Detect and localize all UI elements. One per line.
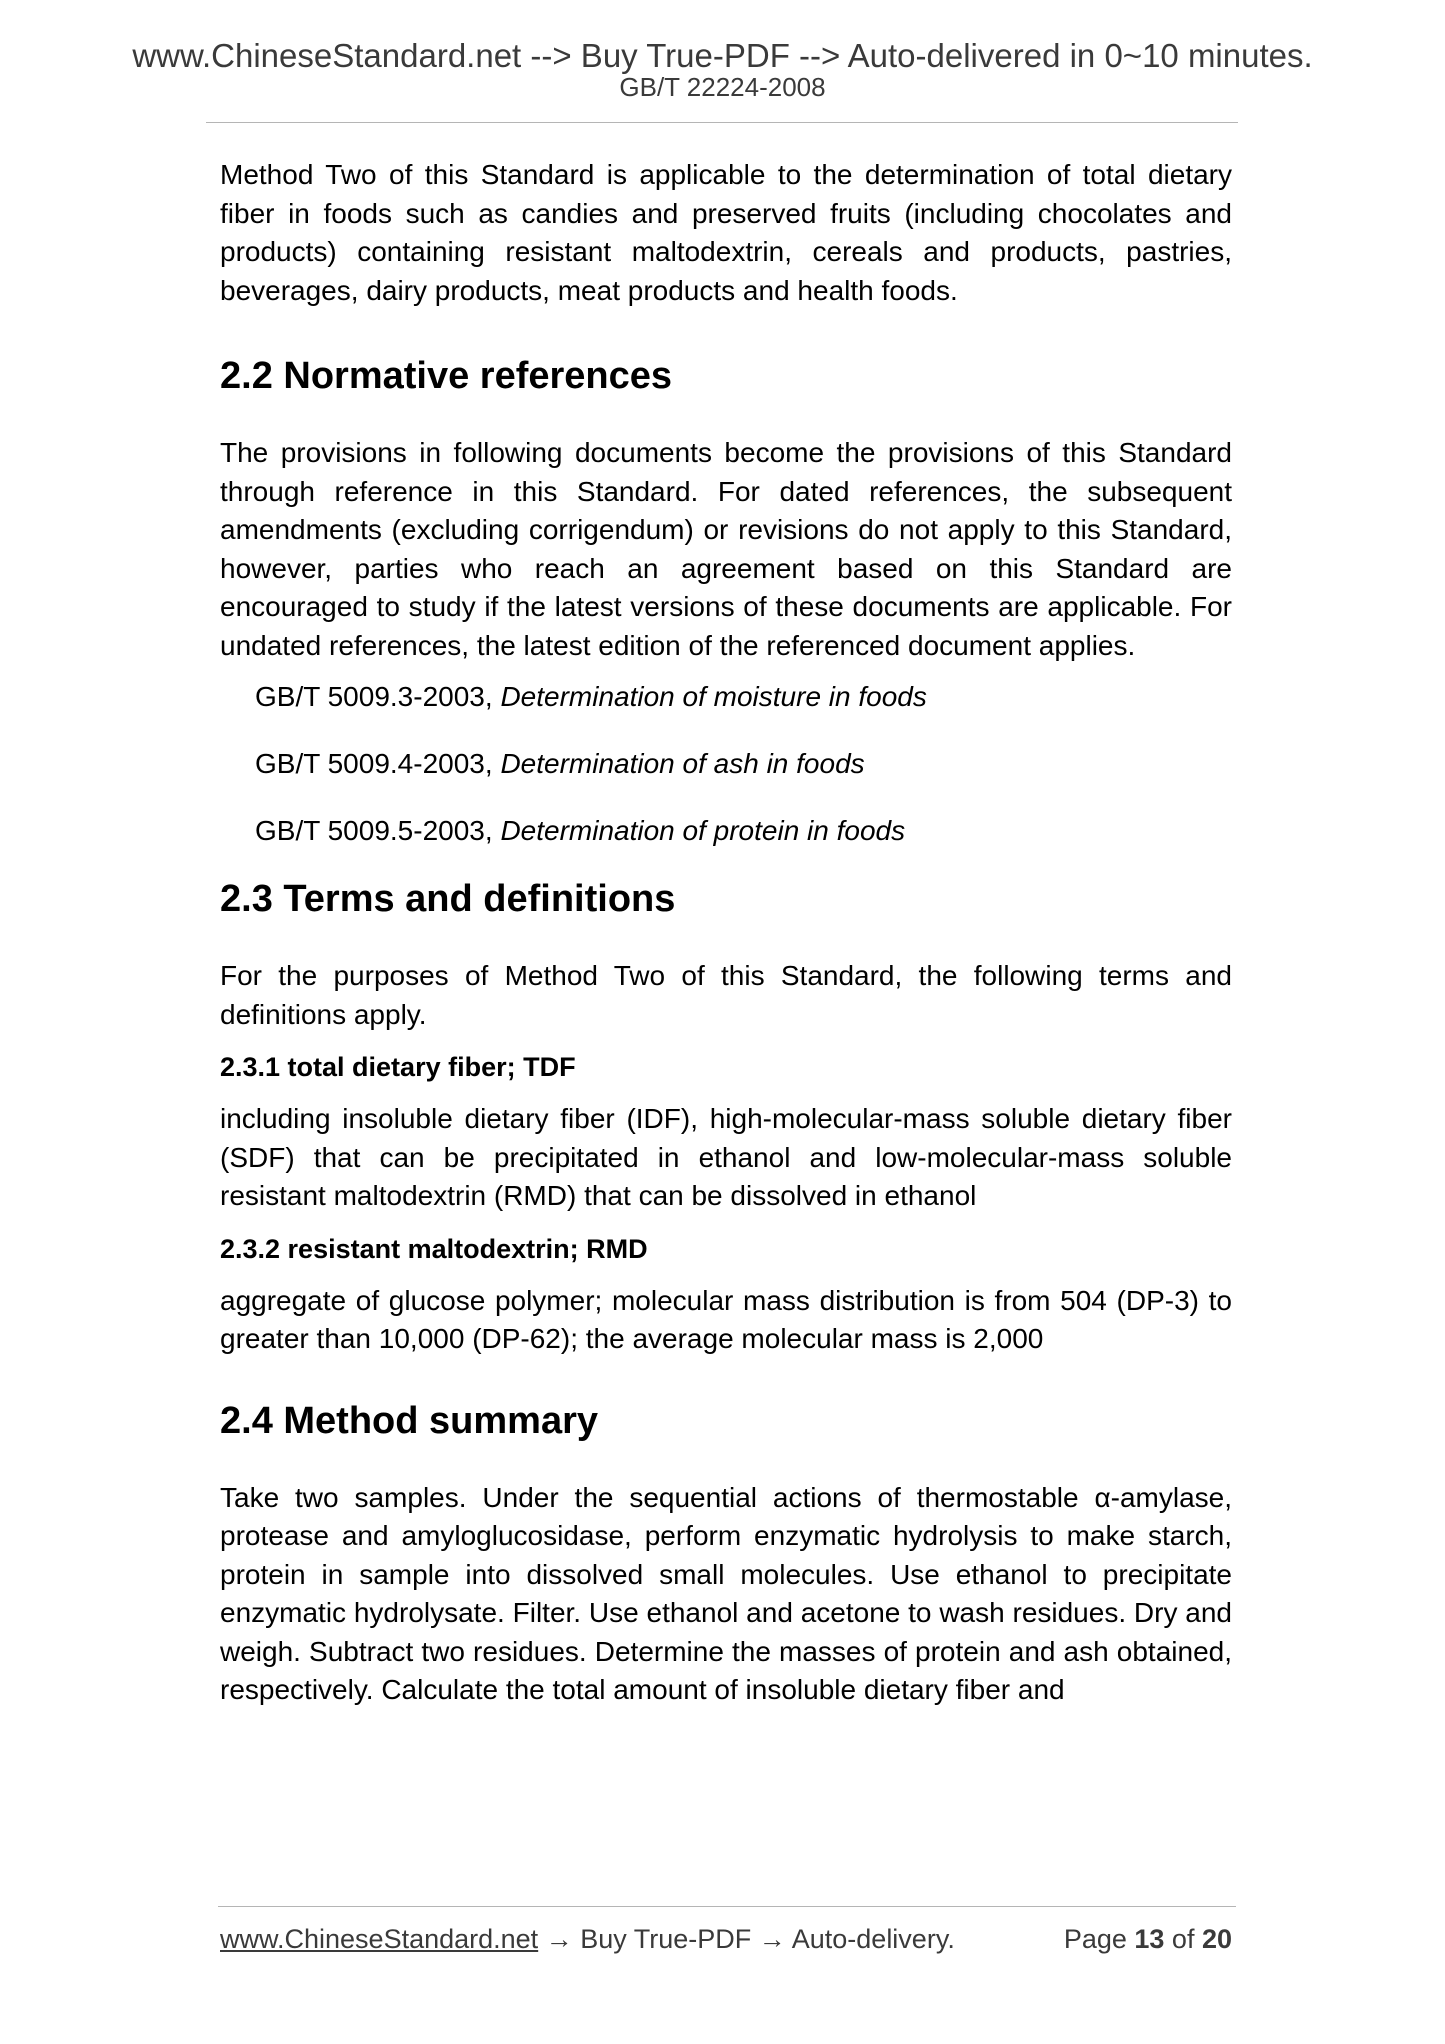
footer-tagline: → Buy True-PDF → Auto-delivery. <box>538 1924 955 1954</box>
footer-divider <box>218 1906 1236 1907</box>
term-definition-rmd: aggregate of glucose polymer; molecular mass distribution is from 504 (DP-3) to greater than 10,000 (DP-62); the average molecular mass is 2,000 <box>220 1284 1232 1354</box>
method-summary-paragraph: Take two samples. Under the sequential actions of thermostable α-amylase, protease and amyloglucosidase, perform enzymatic hydrolysis to make starch, protein in sample into dissolved small molecules. Use ethanol to precipitate enzymatic hydrolysate. Filter. Use ethanol and acetone to wash residues. Dry and weigh. Subtract two residues. Determine the masses of protein and ash obtained, respectively. Calculate the total amount of insoluble dietary fiber and <box>220 1481 1232 1705</box>
reference-title: Determination of protein in foods <box>500 815 906 846</box>
term-heading-rmd: 2.3.2 resistant maltodextrin; RMD <box>220 1233 648 1264</box>
normative-references-paragraph: The provisions in following documents become the provisions of this Standard through reference in this Standard. For dated references, the subsequent amendments (excluding corrigendum) or revisions do not apply to this Standard, however, parties who reach an agreement based on this Standard are encouraged to study if the latest versions of these documents are applicable. For undated references, the latest edition of the referenced document applies. <box>220 437 1232 661</box>
reference-title: Determination of ash in foods <box>500 748 865 779</box>
reference-item <box>220 745 1232 783</box>
page-footer <box>220 1922 1232 1956</box>
site-banner[interactable]: www.ChineseStandard.net --> Buy True-PDF --> Auto-delivered in 0~10 minutes. <box>132 37 1313 74</box>
terms-intro-paragraph: For the purposes of Method Two of this Standard, the following terms and definitions apply. <box>220 960 1232 1030</box>
of-label: of <box>1164 1924 1202 1954</box>
reference-title: Determination of moisture in foods <box>500 681 927 712</box>
reference-code: GB/T 5009.4-2003, <box>255 748 501 779</box>
heading-terms-and-definitions: 2.3 Terms and definitions <box>220 878 676 920</box>
term-definition-tdf: including insoluble dietary fiber (IDF), high-molecular-mass soluble dietary fiber (SDF) that can be precipitated in ethanol and low-molecular-mass soluble resistant maltodextrin (RMD) that can be dissolved in ethanol <box>220 1103 1232 1211</box>
standard-code: GB/T 22224-2008 <box>619 72 826 102</box>
page-indicator <box>1064 1922 1232 1956</box>
reference-code: GB/T 5009.5-2003, <box>255 815 501 846</box>
page-label: Page <box>1063 1924 1135 1954</box>
footer-site-link[interactable]: www.ChineseStandard.net <box>220 1924 539 1954</box>
total-pages: 20 <box>1201 1924 1232 1954</box>
page-content <box>220 156 1232 1710</box>
intro-paragraph: Method Two of this Standard is applicable to the determination of total dietary fiber in foods such as candies and preserved fruits (including chocolates and products) containing resistant maltodextrin, cereals and products, pastries, beverages, dairy products, meat products and health foods. <box>220 159 1232 306</box>
heading-method-summary: 2.4 Method summary <box>220 1399 598 1442</box>
page-number: 13 <box>1134 1924 1165 1954</box>
header-divider <box>206 122 1238 123</box>
reference-item <box>220 678 1232 716</box>
reference-item <box>220 812 1232 850</box>
heading-normative-references: 2.2 Normative references <box>220 355 673 397</box>
term-heading-tdf: 2.3.1 total dietary fiber; TDF <box>220 1052 576 1082</box>
reference-code: GB/T 5009.3-2003, <box>255 681 501 712</box>
